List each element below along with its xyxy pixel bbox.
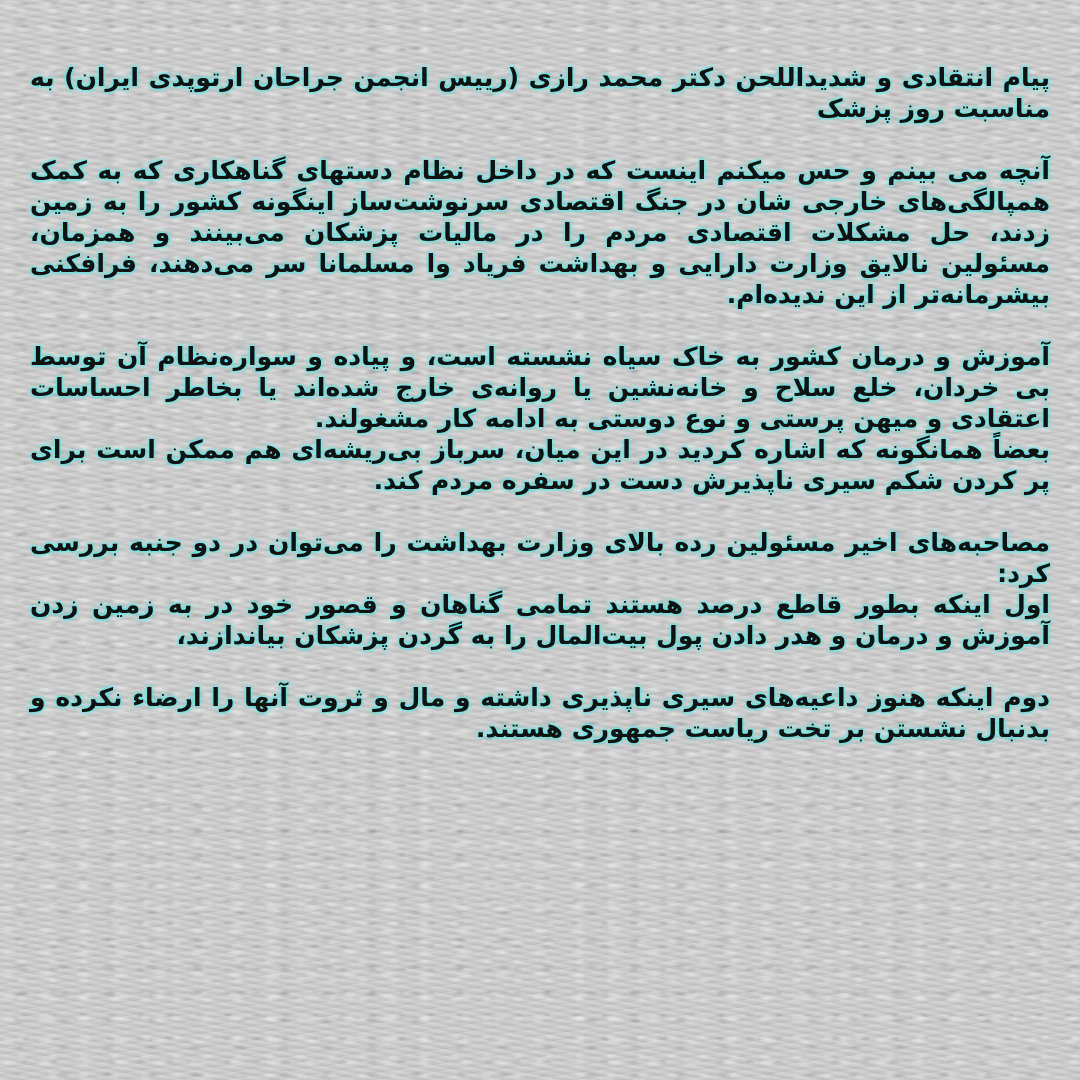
paragraph-4: مصاحبه‌های اخیر مسئولین رده بالای وزارت بهداشت را می‌توان در دو جنبه بررسی کرد:: [30, 528, 1050, 588]
statement-text: [30, 62, 1050, 744]
paragraph-3: بعضاً همانگونه که اشاره کردید در این میان، سرباز بی‌ریشه‌ای هم ممکن است برای پر کردن شکم سیری ناپذیرش دست در سفره مردم کند.: [30, 435, 1050, 495]
paragraph-2: آموزش و درمان کشور به خاک سیاه نشسته است، و پیاده و سواره‌نظام آن توسط بی خردان، خلع سلاح و خانه‌نشین یا روانه‌ی خارج شده‌اند یا بخاطر احساسات اعتقادی و میهن پرستی و نوع دوستی به ادامه کار مشغولند.: [30, 342, 1050, 433]
paragraph-5: اول اینکه بطور قاطع درصد هستند تمامی گناهان و قصور خود در به زمین زدن آموزش و درمان و هدر دادن پول بیت‌المال را به گردن پزشکان بیاندازند،: [30, 590, 1050, 650]
paragraph-6: دوم اینکه هنوز داعیه‌های سیری ناپذیری داشته و مال و ثروت آنها را ارضاء نکرده و بدنبال نشستن بر تخت ریاست جمهوری هستند.: [30, 683, 1050, 743]
statement-title: پیام انتقادی و شدیداللحن دکتر محمد رازی (رییس انجمن جراحان ارتوپدی ایران) به مناسبت روز پزشک: [30, 63, 1050, 123]
paragraph-1: آنچه می بینم و حس میکنم اینست که در داخل نظام دستهای گناهکاری که به کمک همپالگی‌های خارجی شان در جنگ اقتصادی سرنوشت‌ساز اینگونه کشور را به زمین زدند، حل مشکلات اقتصادی مردم را در مالیات پزشکان می‌بینند و همزمان، مسئولین نالایق وزارت دارایی و بهداشت فریاد وا مسلمانا سر می‌دهند، فرافکنی بیشرمانه‌تر از این ندیده‌ام.: [30, 156, 1050, 309]
